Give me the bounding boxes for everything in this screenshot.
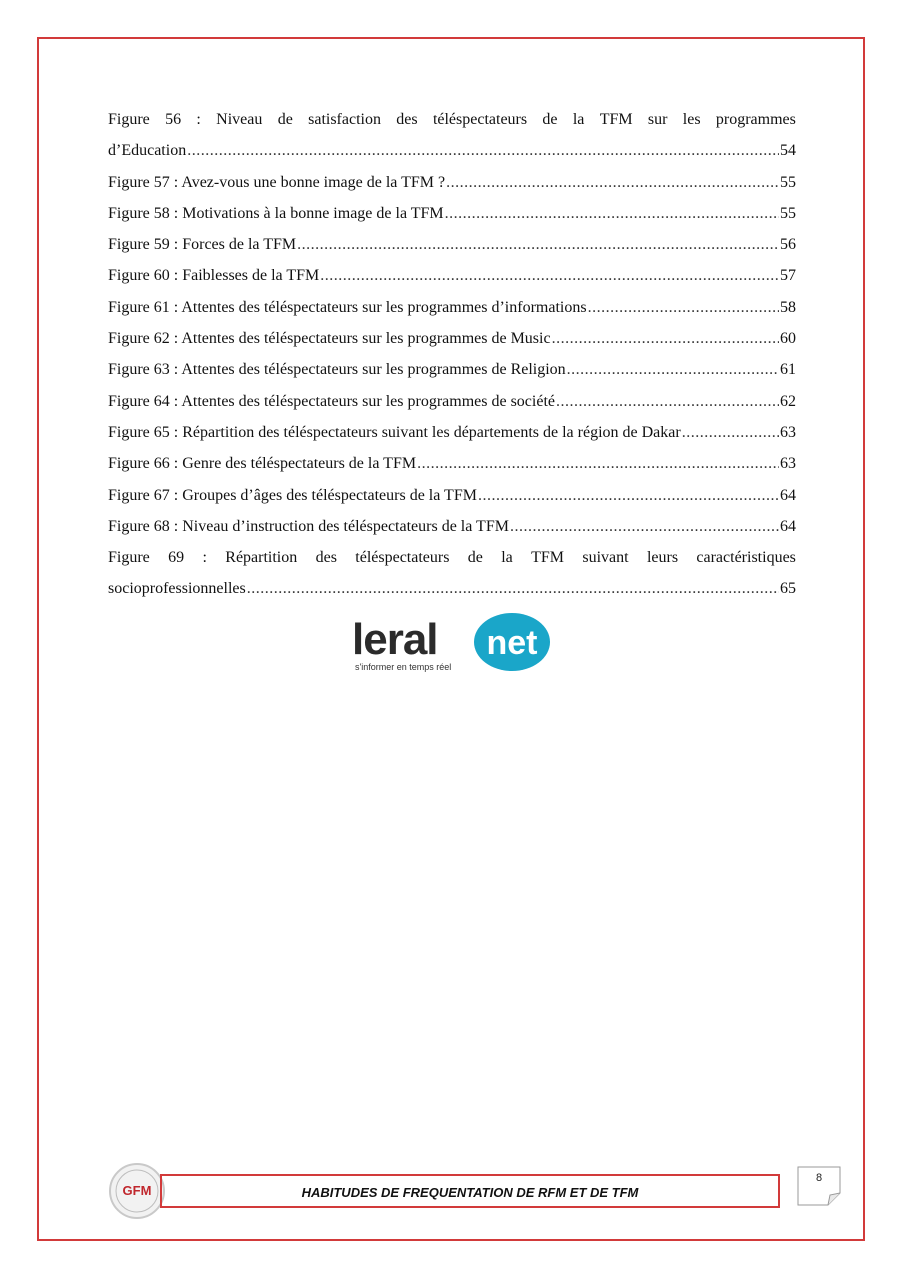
toc-entry[interactable] [108,229,796,260]
toc-entry-word: Répartition [225,549,298,567]
toc-entry[interactable] [108,542,796,605]
toc-entry-label: Figure 68 : Niveau d’instruction des téléspectateurs de la TFM [108,517,509,535]
toc-entry-word: : [202,549,207,567]
toc-entry-label: d’Education [108,142,187,160]
toc-entry[interactable] [108,386,796,417]
toc-entry-label: Figure 63 : Attentes des téléspectateurs sur les programmes de Religion [108,361,566,379]
toc-entry-page: 63 [780,455,796,473]
dot-leader [320,260,779,291]
toc-entry-label: Figure 67 : Groupes d’âges des téléspectateurs de la TFM [108,486,477,504]
toc-entry[interactable] [108,167,796,198]
toc-entry-label: Figure 57 : Avez-vous une bonne image de la TFM ? [108,173,446,191]
dot-leader [247,573,779,604]
toc-entry-word: Figure [108,111,150,128]
toc-entry-word: TFM [531,549,565,567]
gfm-logo-text: GFM [122,1183,152,1198]
dot-leader [446,167,779,198]
toc-entry-page: 55 [780,204,796,222]
toc-entry-word: leurs [646,549,679,567]
toc-entry-word: TFM [599,111,633,128]
dot-leader [187,135,779,166]
toc-entry-word: la [572,111,585,128]
table-of-figures [108,104,796,605]
dot-leader [588,292,779,323]
toc-entry-page: 65 [780,580,796,598]
page-number-box [797,1166,841,1206]
toc-entry[interactable] [108,104,796,167]
toc-entry-page: 61 [780,361,796,379]
footer-title-box [160,1174,780,1208]
toc-entry[interactable] [108,511,796,542]
toc-entry-page: 62 [780,392,796,410]
toc-entry[interactable] [108,198,796,229]
gfm-logo [108,1160,166,1222]
logo-brand-right: net [486,624,538,662]
toc-entry[interactable] [108,448,796,479]
toc-entry[interactable] [108,417,796,448]
toc-entry-label: Figure 65 : Répartition des téléspectateurs suivant les départements de la région de Dakar [108,423,681,441]
dot-leader [682,417,779,448]
toc-entry[interactable] [108,323,796,354]
footer-title: HABITUDES DE FREQUENTATION DE RFM ET DE TFM [301,1185,639,1200]
toc-entry-word: de [542,111,558,128]
toc-entry-word: Niveau [216,111,263,128]
toc-entry-label: Figure 64 : Attentes des téléspectateurs sur les programmes de société [108,392,555,410]
toc-entry-word: 56 [165,111,182,128]
toc-entry-page: 57 [780,267,796,285]
toc-entry-lead [108,542,796,573]
dot-leader [567,354,779,385]
toc-entry-word: de [467,549,483,567]
toc-entry-label: Figure 61 : Attentes des téléspectateurs sur les programmes d’informations [108,298,587,316]
toc-entry-word: suivant [582,549,629,567]
toc-entry-page: 64 [780,486,796,504]
dot-leader [297,229,779,260]
toc-entry-label: Figure 66 : Genre des téléspectateurs de la TFM [108,455,417,473]
toc-entry-word: de [277,111,293,128]
dot-leader [552,323,779,354]
toc-entry-word: caractéristiques [696,549,796,567]
toc-entry-word: des [315,549,337,567]
dot-leader [478,480,779,511]
toc-entry-page: 55 [780,173,796,191]
logo-brand-left: leral [352,615,438,664]
toc-entry-page: 54 [780,142,796,160]
toc-entry-word: : [196,111,201,128]
dot-leader [556,386,779,417]
toc-entry-page: 56 [780,236,796,254]
toc-entry[interactable] [108,292,796,323]
toc-entry-page: 60 [780,330,796,348]
toc-entry-word: satisfaction [308,111,381,128]
toc-entry-page: 63 [780,423,796,441]
toc-entry-word: Figure [108,549,150,567]
toc-entry-label: Figure 58 : Motivations à la bonne image de la TFM [108,204,444,222]
toc-entry-word: téléspectateurs [432,111,528,128]
toc-entry[interactable] [108,354,796,385]
toc-entry-label: Figure 62 : Attentes des téléspectateurs sur les programmes de Music [108,330,551,348]
dot-leader [445,198,779,229]
toc-entry-page: 58 [780,298,796,316]
toc-entry-label: socioprofessionnelles [108,580,246,598]
toc-entry-word: sur [647,111,668,128]
toc-entry-word: les [682,111,701,128]
dot-leader [417,448,779,479]
leralnet-logo [352,612,552,674]
toc-entry[interactable] [108,260,796,291]
dot-leader [510,511,779,542]
toc-entry-word: 69 [168,549,185,567]
page-number: 8 [815,1172,823,1184]
toc-entry-word: des [396,111,418,128]
toc-entry-label: Figure 60 : Faiblesses de la TFM [108,267,320,285]
toc-entry-label: Figure 59 : Forces de la TFM [108,236,297,254]
toc-entry-lead [108,104,796,135]
logo-tagline: s'informer en temps réel [355,662,452,672]
toc-entry-page: 64 [780,517,796,535]
toc-entry-word: programmes [715,111,796,128]
toc-entry-word: la [501,549,513,567]
toc-entry-word: téléspectateurs [355,549,450,567]
toc-entry[interactable] [108,480,796,511]
